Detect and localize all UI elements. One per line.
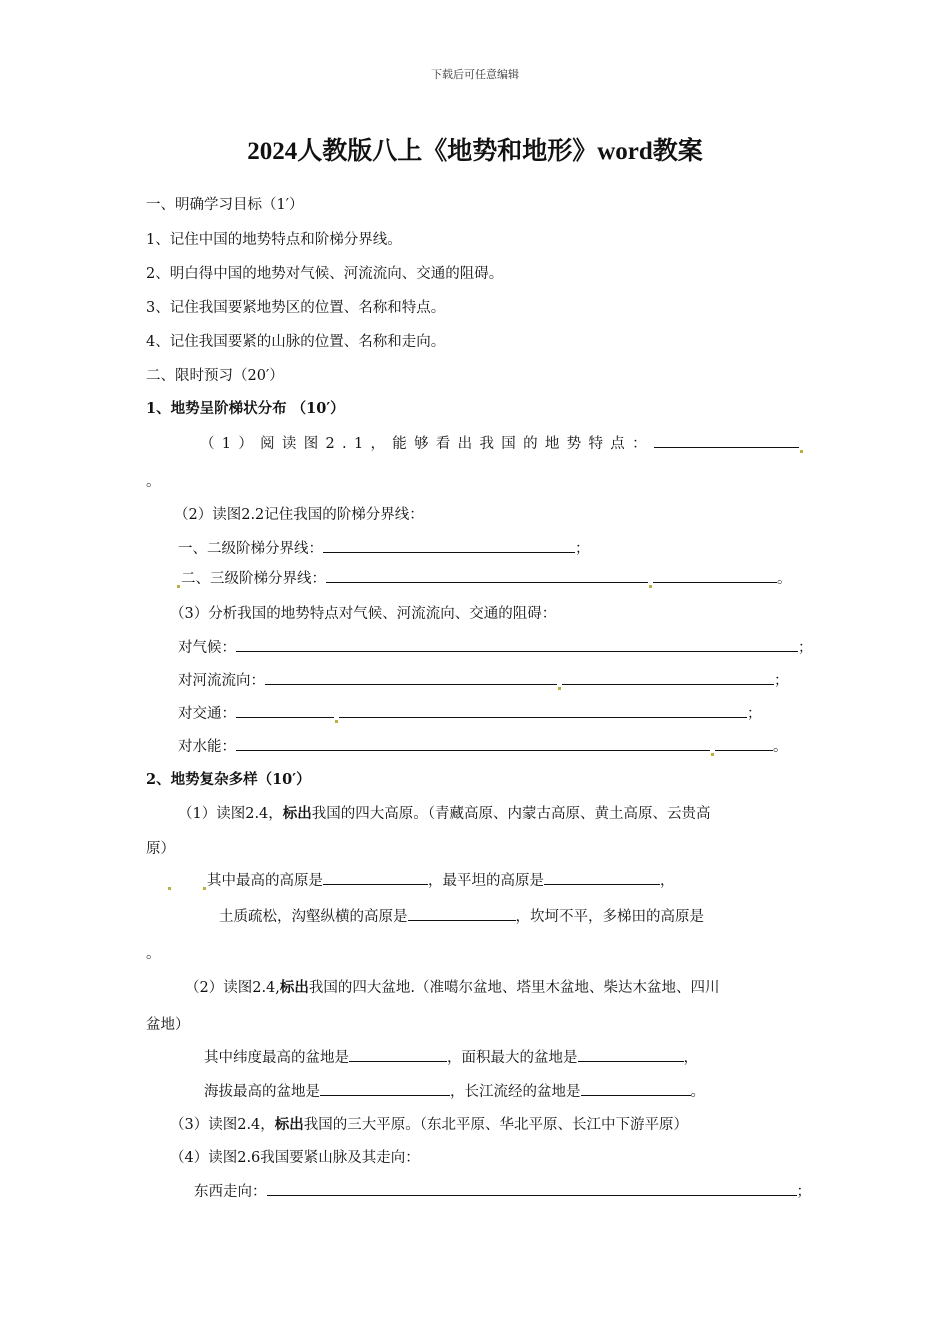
traffic-label: 对交通： xyxy=(178,706,236,722)
highlight-dot xyxy=(800,450,803,453)
section1-heading: 一、明确学习目标（1′） xyxy=(146,197,304,213)
semicolon: ； xyxy=(798,640,813,656)
question-1-3: （3）分析我国的地势特点对气候、河流流向、交通的阻碍： xyxy=(170,606,557,622)
flattest-plateau-label: ，最平坦的高原是 xyxy=(428,873,544,889)
answer-blank[interactable] xyxy=(267,1181,797,1196)
objective-1: 1、记住中国的地势特点和阶梯分界线。 xyxy=(146,232,402,248)
answer-blank[interactable] xyxy=(236,736,710,751)
answer-blank[interactable] xyxy=(581,1081,691,1096)
climate-label: 对气候： xyxy=(178,640,236,656)
highlight-dot xyxy=(711,753,714,756)
highest-plateau-label: 其中最高的高原是 xyxy=(207,873,323,889)
semicolon: ； xyxy=(796,1184,811,1200)
answer-blank[interactable] xyxy=(653,568,777,583)
comma: ， xyxy=(660,873,675,889)
q2-2-pre: （2）读图2.4, xyxy=(185,980,280,996)
document-title: 2024人教版八上《地势和地形》word教案 xyxy=(247,138,703,165)
basin-line-1 xyxy=(204,1046,698,1067)
objective-3: 3、记住我国要紧地势区的位置、名称和特点。 xyxy=(146,300,446,316)
period: 。 xyxy=(777,571,792,587)
period: 。 xyxy=(773,739,788,755)
objective-4: 4、记住我国要紧的山脉的位置、名称和走向。 xyxy=(146,334,446,350)
northern-basin-label: 其中纬度最高的盆地是 xyxy=(204,1050,349,1066)
q2-1-pre: （1）读图2.4， xyxy=(178,806,283,822)
part2-heading: 2、地势复杂多样（10′） xyxy=(146,771,311,788)
highlight-dot xyxy=(335,720,338,723)
impact-traffic xyxy=(178,702,762,723)
answer-blank[interactable] xyxy=(562,670,774,685)
impact-hydro xyxy=(178,735,788,756)
terrace-plateau-label: ，坎坷不平，多梯田的高原是 xyxy=(515,909,704,925)
question-1-1 xyxy=(200,432,804,453)
answer-blank[interactable] xyxy=(323,538,575,553)
answer-blank[interactable] xyxy=(320,1081,450,1096)
page-header: 下载后可任意编辑 xyxy=(431,68,519,81)
question-1-2: （2）读图2.2记住我国的阶梯分界线： xyxy=(174,507,424,523)
question-2-3 xyxy=(170,1113,688,1134)
q1-1-text: （1）阅读图2.1，能够看出我国的地势特点： xyxy=(200,436,654,452)
mark-keyword: 标出 xyxy=(279,979,309,996)
objective-2: 2、明白得中国的地势对气候、河流流向、交通的阻碍。 xyxy=(146,266,504,282)
section2-heading: 二、限时预习（20′） xyxy=(146,368,284,384)
hydro-label: 对水能： xyxy=(178,739,236,755)
boundary-1-2 xyxy=(178,537,590,558)
mark-keyword: 标出 xyxy=(282,805,312,822)
boundary-1-2-label: 一、二级阶梯分界线： xyxy=(178,541,323,557)
answer-blank[interactable] xyxy=(578,1047,684,1062)
question-2-4: （4）读图2.6我国要紧山脉及其走向： xyxy=(170,1150,420,1166)
semicolon: ； xyxy=(575,541,590,557)
semicolon: ； xyxy=(747,706,762,722)
question-2-1-wrap: 原） xyxy=(146,841,175,857)
largest-basin-label: ，面积最大的盆地是 xyxy=(447,1050,578,1066)
answer-blank[interactable] xyxy=(326,568,648,583)
answer-blank[interactable] xyxy=(715,736,773,751)
q2-2-post: 我国的四大盆地.（准噶尔盆地、塔里木盆地、柴达木盆地、四川 xyxy=(308,980,720,996)
answer-blank[interactable] xyxy=(408,906,516,921)
semicolon: ； xyxy=(774,673,789,689)
part1-heading: 1、地势呈阶梯状分布 （10′） xyxy=(146,400,345,417)
question-2-2-wrap: 盆地） xyxy=(146,1017,190,1033)
answer-blank[interactable] xyxy=(339,703,747,718)
answer-blank[interactable] xyxy=(236,703,334,718)
period: 。 xyxy=(690,1084,705,1100)
river-label: 对河流流向： xyxy=(178,673,265,689)
plateau-line-1 xyxy=(167,869,675,890)
ew-label: 东西走向： xyxy=(194,1184,267,1200)
highlight-dot xyxy=(558,687,561,690)
mountain-ew xyxy=(194,1180,811,1201)
question-2-2 xyxy=(185,976,720,997)
boundary-2-3 xyxy=(176,567,792,588)
q2-3-pre: （3）读图2.4， xyxy=(170,1117,275,1133)
yangtze-basin-label: ，长江流经的盆地是 xyxy=(450,1084,581,1100)
answer-blank[interactable] xyxy=(323,870,428,885)
highlight-dot xyxy=(203,887,206,890)
answer-blank[interactable] xyxy=(265,670,557,685)
impact-climate xyxy=(178,636,813,657)
basin-line-2 xyxy=(204,1080,705,1101)
plateau-line-end: 。 xyxy=(146,946,161,962)
answer-blank[interactable] xyxy=(236,637,798,652)
mark-keyword: 标出 xyxy=(274,1116,304,1133)
q2-3-post: 我国的三大平原。（东北平原、华北平原、长江中下游平原） xyxy=(303,1117,689,1133)
highlight-dot xyxy=(649,585,652,588)
question-1-1-end: 。 xyxy=(146,474,161,490)
highlight-dot xyxy=(177,585,180,588)
impact-river xyxy=(178,669,789,690)
highest-basin-label: 海拔最高的盆地是 xyxy=(204,1084,320,1100)
loess-plateau-label: 土质疏松，沟壑纵横的高原是 xyxy=(219,909,408,925)
comma: ， xyxy=(683,1050,698,1066)
answer-blank[interactable] xyxy=(349,1047,447,1062)
answer-blank[interactable] xyxy=(654,433,799,448)
highlight-dot xyxy=(168,887,171,890)
plateau-line-2 xyxy=(219,905,704,926)
q2-1-post: 我国的四大高原。（青藏高原、内蒙古高原、黄土高原、云贵高 xyxy=(311,806,711,822)
boundary-2-3-label: 二、三级阶梯分界线： xyxy=(181,571,326,587)
question-2-1 xyxy=(178,802,711,823)
answer-blank[interactable] xyxy=(544,870,660,885)
